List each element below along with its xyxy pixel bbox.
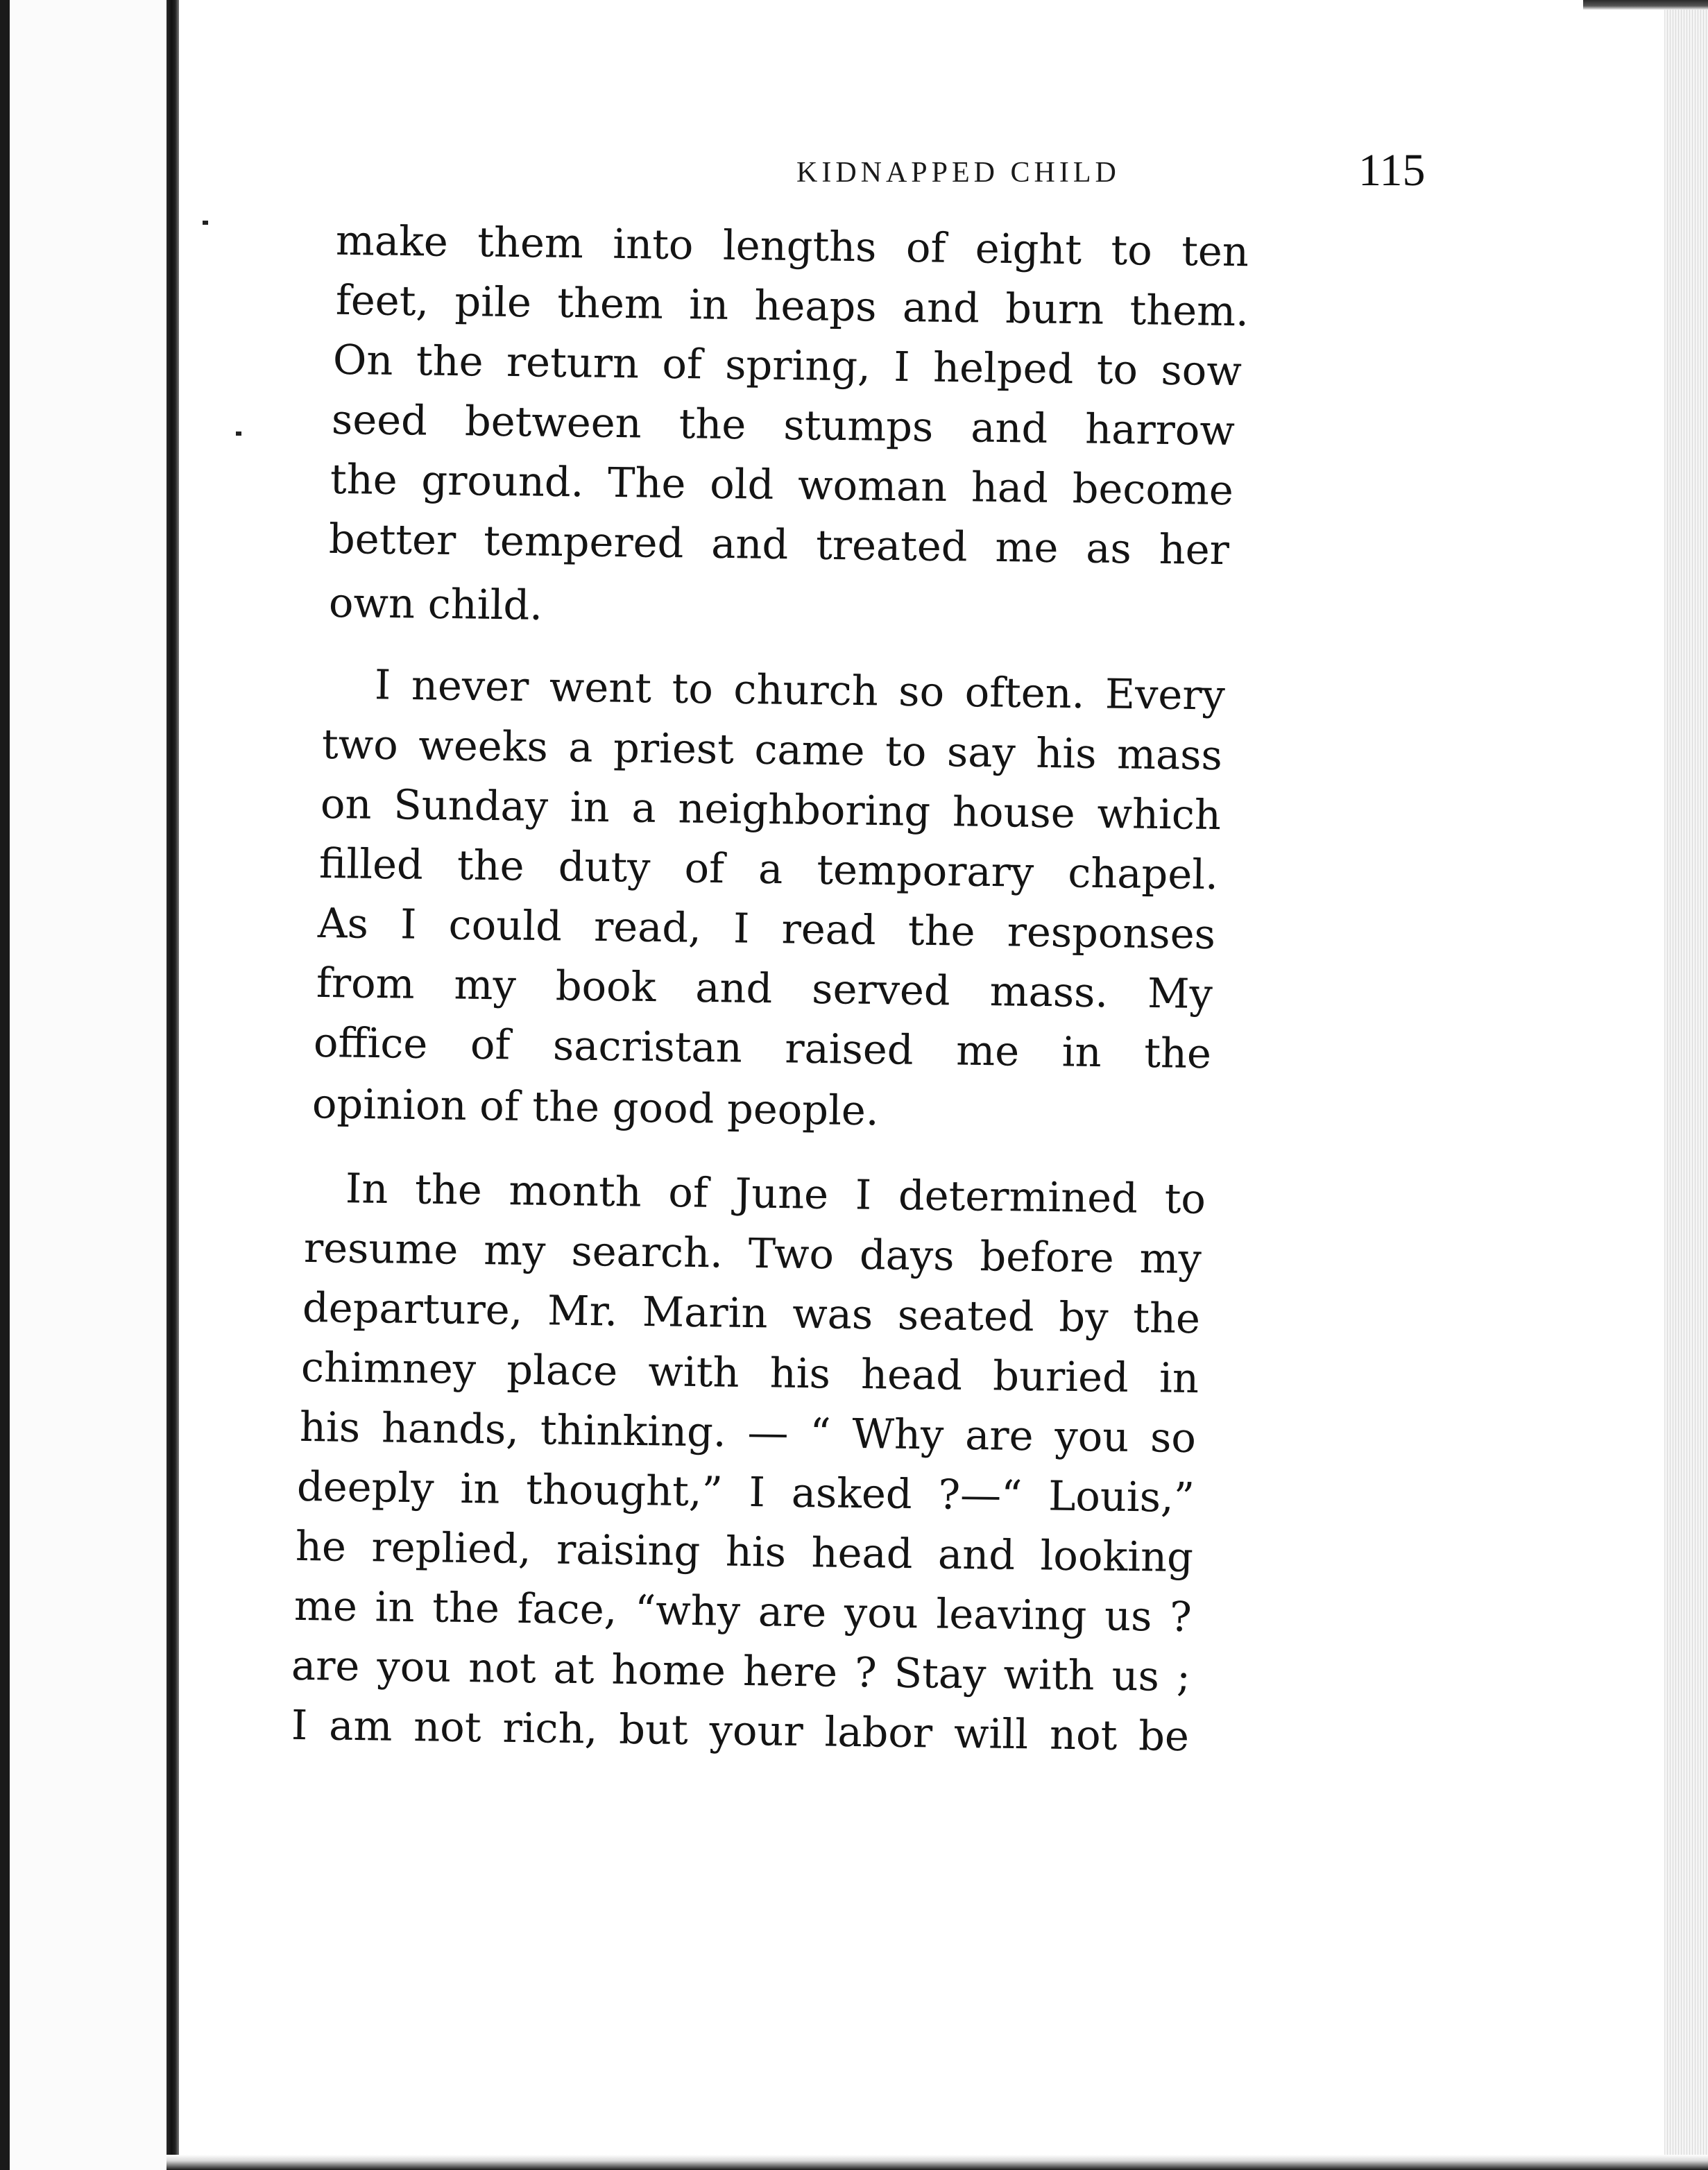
text-word: temporary [817, 845, 1034, 896]
text-word: harrow [1084, 404, 1236, 455]
text-word: Sunday [393, 780, 549, 830]
text-word: of [684, 844, 725, 893]
text-word: I [749, 1468, 766, 1517]
text-word: came [754, 725, 866, 775]
text-word: raised [784, 1024, 914, 1074]
text-word: Every [1104, 669, 1226, 719]
text-word: and [694, 963, 773, 1013]
text-line [297, 1462, 1195, 1521]
text-word: in [460, 1464, 500, 1513]
text-line [329, 515, 1230, 574]
text-word: served [811, 964, 951, 1015]
text-word: house [952, 787, 1076, 837]
text-word: read [781, 905, 877, 954]
text-line [336, 216, 1249, 276]
text-word: As [317, 898, 369, 948]
text-line [300, 1403, 1197, 1462]
text-word: thought,” [525, 1465, 724, 1516]
text-word: the [1132, 1293, 1201, 1343]
text-word: On [332, 335, 393, 384]
text-word: but [618, 1705, 689, 1754]
text-word: as [1085, 524, 1132, 573]
text-word: looking [1040, 1531, 1194, 1582]
text-word: her [1159, 524, 1230, 574]
text-word: in [688, 280, 729, 329]
text-word: and [970, 403, 1048, 452]
book-page [179, 0, 1665, 2170]
text-word: church [733, 665, 879, 715]
text-word: to [1164, 1174, 1206, 1223]
text-line [302, 1283, 1201, 1342]
text-word: a [758, 844, 783, 894]
text-word: a [567, 723, 593, 771]
text-word: had [971, 463, 1049, 512]
text-line [318, 899, 1216, 958]
text-word: could [448, 900, 563, 950]
text-word: book [555, 962, 656, 1011]
text-word: replied, [371, 1523, 532, 1573]
text-word: I [733, 904, 750, 952]
text-line [316, 959, 1213, 1018]
text-word: the [456, 841, 525, 890]
text-word: read, [593, 902, 702, 952]
text-word: lengths [722, 221, 877, 271]
text-word: Marin [642, 1288, 768, 1338]
text-line [330, 455, 1234, 514]
text-word: went [549, 663, 652, 712]
text-word: weeks [418, 721, 549, 771]
book-gutter [166, 0, 179, 2170]
text-word: eight [975, 224, 1082, 274]
text-word: them [556, 278, 664, 328]
text-word: neighboring [678, 784, 931, 835]
text-word: I [855, 1170, 872, 1219]
text-word: departure, [302, 1283, 523, 1334]
text-word: on [320, 779, 373, 828]
text-word: to [1096, 345, 1138, 394]
text-word: asked [791, 1468, 913, 1519]
text-word: two [321, 719, 399, 769]
text-word: sow [1161, 345, 1242, 395]
text-word: not [468, 1643, 536, 1693]
text-word: the [432, 1583, 500, 1632]
text-word: filled [318, 839, 424, 889]
text-word: the [330, 454, 398, 504]
text-word: labor [824, 1707, 933, 1757]
text-line [304, 1224, 1202, 1283]
text-word: I [291, 1700, 308, 1750]
text-word: of [470, 1020, 511, 1069]
text-line: own child. [328, 578, 543, 629]
text-word: you [376, 1642, 452, 1691]
text-word: to [885, 727, 927, 776]
text-word: spring, [724, 340, 871, 391]
text-word: make [335, 216, 449, 266]
text-word: Mr. [547, 1286, 618, 1335]
text-word: before [980, 1232, 1115, 1282]
text-line: opinion of the good people. [311, 1079, 880, 1135]
text-word: of [905, 223, 946, 272]
text-word: deeply [296, 1462, 435, 1512]
text-word: and [937, 1530, 1016, 1579]
text-word: of [662, 339, 703, 388]
text-word: say [946, 728, 1016, 777]
page-stack-edge [1664, 0, 1708, 2170]
text-word: the [678, 400, 746, 449]
text-word: he [295, 1521, 347, 1571]
text-word: feet, [335, 275, 429, 325]
binding-edge [0, 0, 10, 2170]
text-word: mass [1116, 730, 1223, 780]
text-word: so [1150, 1413, 1197, 1462]
text-word: at [553, 1644, 595, 1693]
text-word: Louis,” [1048, 1471, 1195, 1522]
text-word: into [612, 219, 694, 269]
text-word: In [345, 1164, 388, 1213]
text-word: pile [454, 277, 532, 327]
text-word: not [1049, 1710, 1118, 1759]
text-word: am [328, 1701, 393, 1750]
text-word: are [964, 1410, 1034, 1460]
text-word: in [1159, 1353, 1199, 1403]
text-line [375, 660, 1226, 719]
text-word: seed [331, 395, 428, 445]
text-word: between [464, 397, 642, 447]
previous-page-margin [10, 0, 166, 2170]
text-word: buried [992, 1351, 1129, 1401]
text-word: head [811, 1528, 913, 1578]
text-line [291, 1701, 1190, 1760]
text-word: with [647, 1347, 740, 1396]
text-word: ? [854, 1648, 878, 1697]
text-line [301, 1343, 1199, 1402]
text-word: chimney [300, 1342, 477, 1394]
text-word: was [792, 1289, 873, 1339]
text-word: us [1104, 1591, 1152, 1641]
text-word: us [1111, 1651, 1160, 1700]
text-word: a [631, 783, 657, 832]
text-word: days [859, 1230, 955, 1280]
text-word: here [742, 1647, 838, 1696]
text-word: ; [1176, 1652, 1191, 1701]
text-word: thinking. [540, 1406, 727, 1456]
text-line [336, 276, 1249, 336]
text-word: June [735, 1169, 829, 1218]
text-word: my [483, 1226, 546, 1275]
text-line [333, 336, 1242, 395]
text-word: resume [303, 1223, 459, 1274]
text-line [321, 780, 1222, 839]
text-word: woman [797, 461, 948, 511]
text-word: the [414, 1165, 483, 1214]
text-word: treated [815, 520, 968, 571]
text-word: are [758, 1587, 827, 1637]
text-word: home [611, 1645, 726, 1695]
text-word: me [293, 1581, 358, 1631]
text-word: your [709, 1706, 804, 1756]
text-line [314, 1018, 1212, 1077]
text-word: The [607, 458, 686, 508]
text-word: his [769, 1349, 831, 1398]
text-word: ten [1181, 227, 1249, 276]
text-word: search. [571, 1227, 724, 1277]
text-word: his [1035, 728, 1097, 778]
text-word: hands, [381, 1403, 520, 1453]
text-word: chapel. [1067, 848, 1219, 899]
text-word: often. [964, 667, 1085, 718]
text-word: return [506, 337, 640, 388]
running-head: KIDNAPPED CHILD [796, 157, 1120, 189]
text-word: determined [898, 1171, 1138, 1222]
text-line [345, 1164, 1206, 1223]
text-word: — [747, 1408, 789, 1457]
text-word: my [1139, 1234, 1202, 1283]
text-word: to [1111, 225, 1153, 275]
text-word: them [477, 218, 584, 268]
text-word: in [570, 783, 610, 832]
text-word: month [509, 1166, 642, 1216]
text-word: the [1143, 1028, 1212, 1078]
text-word: the [907, 906, 975, 955]
text-word: ?—“ [938, 1470, 1023, 1520]
text-word: are [291, 1641, 360, 1691]
text-word: you [844, 1588, 919, 1638]
text-word: I [400, 900, 417, 948]
text-word: his [725, 1527, 787, 1576]
text-word: burn [1005, 284, 1104, 334]
text-word: which [1097, 789, 1222, 839]
text-word: My [1147, 968, 1213, 1018]
text-word: priest [613, 724, 735, 774]
text-word: stumps [783, 401, 934, 451]
text-word: place [506, 1345, 618, 1395]
text-word: raising [556, 1525, 701, 1575]
text-word: face, [517, 1584, 617, 1634]
text-word: will [953, 1709, 1029, 1759]
text-word: Why [851, 1409, 944, 1459]
text-word: heaps [754, 281, 878, 331]
text-word: my [454, 960, 517, 1009]
text-word: in [375, 1582, 415, 1632]
text-word: the [416, 336, 484, 386]
text-word: rich, [502, 1703, 598, 1753]
text-word: you [1054, 1412, 1129, 1461]
text-word: duty [558, 842, 651, 891]
text-word: me [955, 1026, 1020, 1075]
text-word: ground. [420, 456, 584, 506]
text-word: his [299, 1402, 361, 1451]
text-line [294, 1582, 1193, 1641]
text-line [291, 1641, 1191, 1700]
text-line [332, 395, 1236, 454]
text-word: office [313, 1018, 428, 1068]
text-word: tempered [483, 516, 684, 567]
text-line [296, 1522, 1194, 1581]
text-word: with [1003, 1650, 1095, 1700]
text-word: never [411, 660, 529, 711]
text-word: ? [1169, 1592, 1193, 1641]
text-line [319, 839, 1219, 898]
text-word: “ [809, 1409, 831, 1458]
text-word: responses [1007, 907, 1216, 959]
text-word: them. [1129, 286, 1249, 336]
text-word: old [709, 459, 774, 509]
text-word: sacristan [552, 1021, 743, 1072]
text-word: “why [634, 1586, 741, 1635]
text-word: be [1138, 1711, 1190, 1761]
text-word: leaving [936, 1589, 1087, 1640]
text-word: in [1061, 1027, 1102, 1077]
text-word: head [860, 1350, 963, 1399]
page-number: 115 [1358, 145, 1426, 196]
text-word: Stay [894, 1648, 987, 1698]
text-word: helped [932, 343, 1074, 393]
text-word: not [413, 1702, 481, 1752]
text-word: become [1072, 464, 1234, 515]
text-word: by [1059, 1292, 1109, 1342]
text-word: better [328, 514, 456, 565]
text-word: of [668, 1168, 709, 1217]
text-word: Two [748, 1229, 835, 1279]
text-word: and [710, 519, 789, 569]
text-word: and [902, 283, 980, 332]
text-word: to [672, 664, 714, 713]
text-word: mass. [989, 967, 1109, 1017]
text-word: so [898, 667, 945, 716]
text-word: I [374, 660, 391, 709]
text-word: from [316, 958, 415, 1008]
text-line [322, 720, 1223, 779]
text-word: me [995, 522, 1059, 572]
text-word: seated [897, 1290, 1035, 1341]
text-word: I [893, 342, 911, 391]
